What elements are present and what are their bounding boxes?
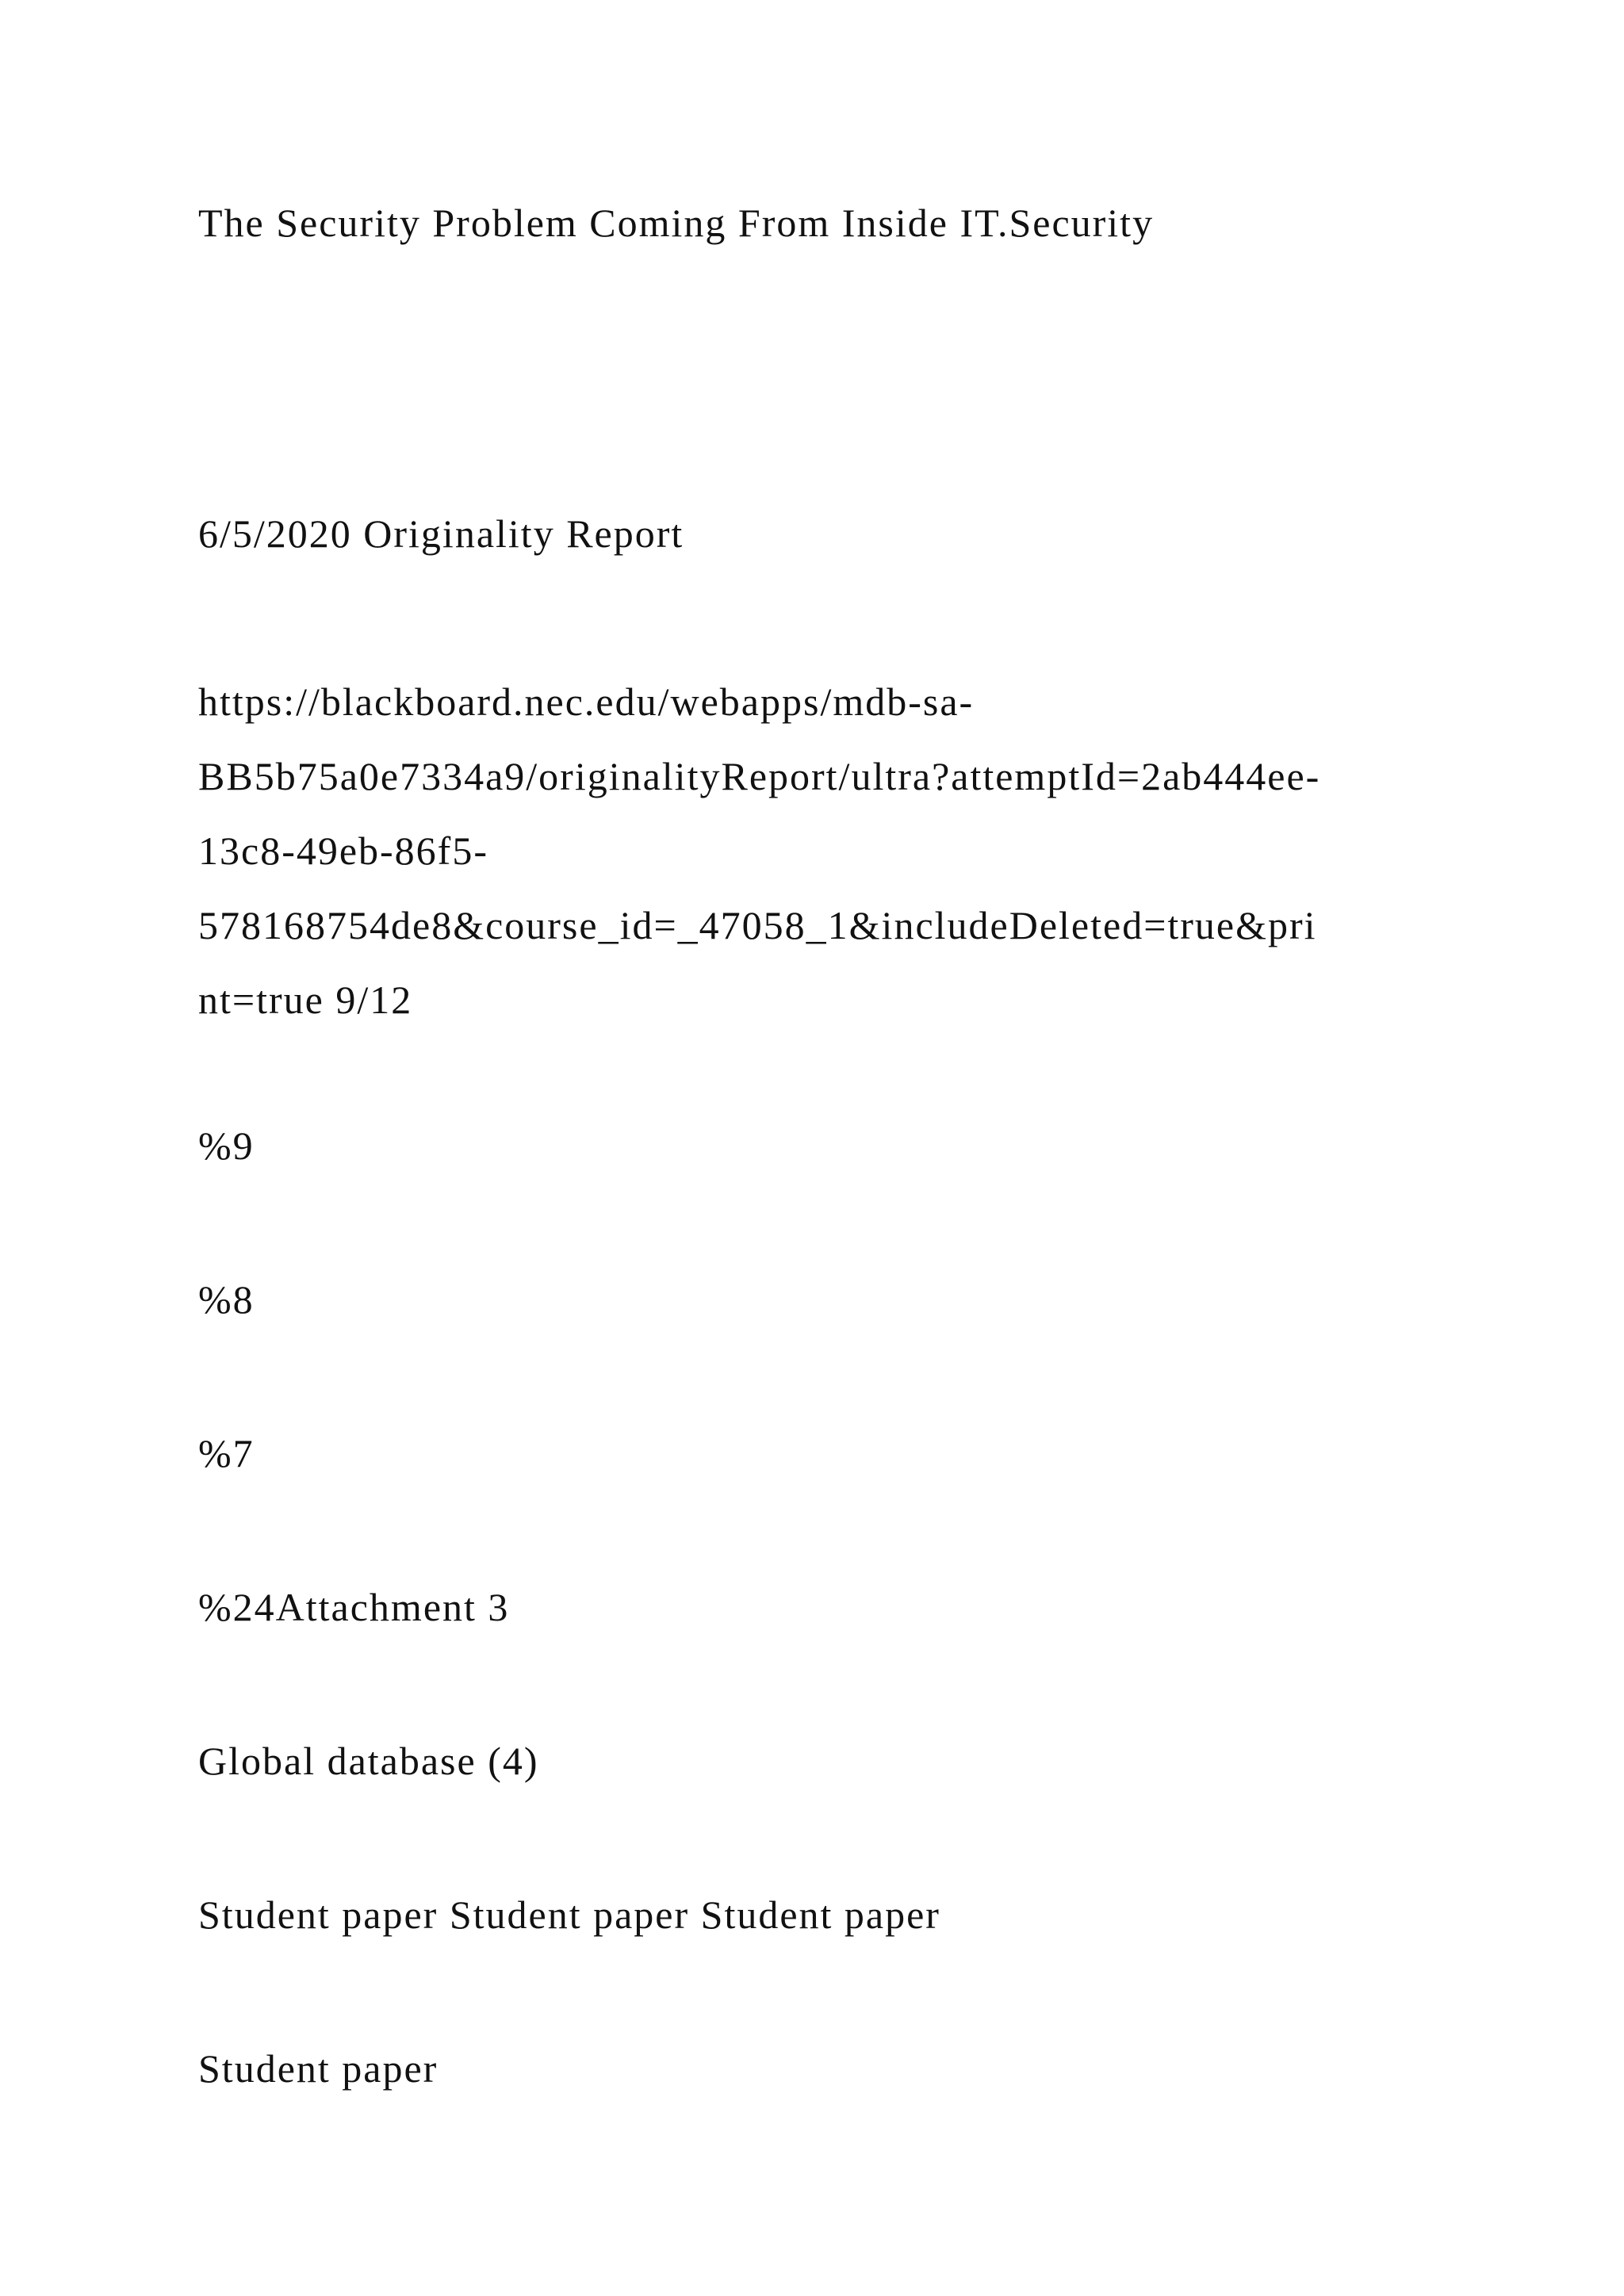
source-student-papers: Student paper Student paper Student paper [198, 1892, 940, 1937]
report-url [198, 664, 1320, 1037]
source-database: Global database (4) [198, 1739, 539, 1783]
attachment-percent: %24Attachment 3 [198, 1585, 510, 1629]
report-header: 6/5/2020 Originality Report [198, 511, 684, 556]
url-line: https://blackboard.nec.edu/webapps/mdb-sa- [198, 679, 975, 724]
similarity-percent: %7 [198, 1431, 255, 1475]
document-title: The Security Problem Coming From Inside IT.Security [198, 201, 1155, 245]
url-line: 578168754de8&course_id=_47058_1&includeDeleted=true&pri [198, 903, 1317, 947]
similarity-percent: %8 [198, 1277, 255, 1322]
url-line: 13c8-49eb-86f5- [198, 828, 488, 873]
url-line: nt=true 9/12 [198, 978, 413, 1022]
url-line: BB5b75a0e7334a9/originalityReport/ultra?attemptId=2ab444ee- [198, 754, 1321, 798]
source-student-paper: Student paper [198, 2046, 439, 2091]
similarity-percent: %9 [198, 1123, 255, 1168]
